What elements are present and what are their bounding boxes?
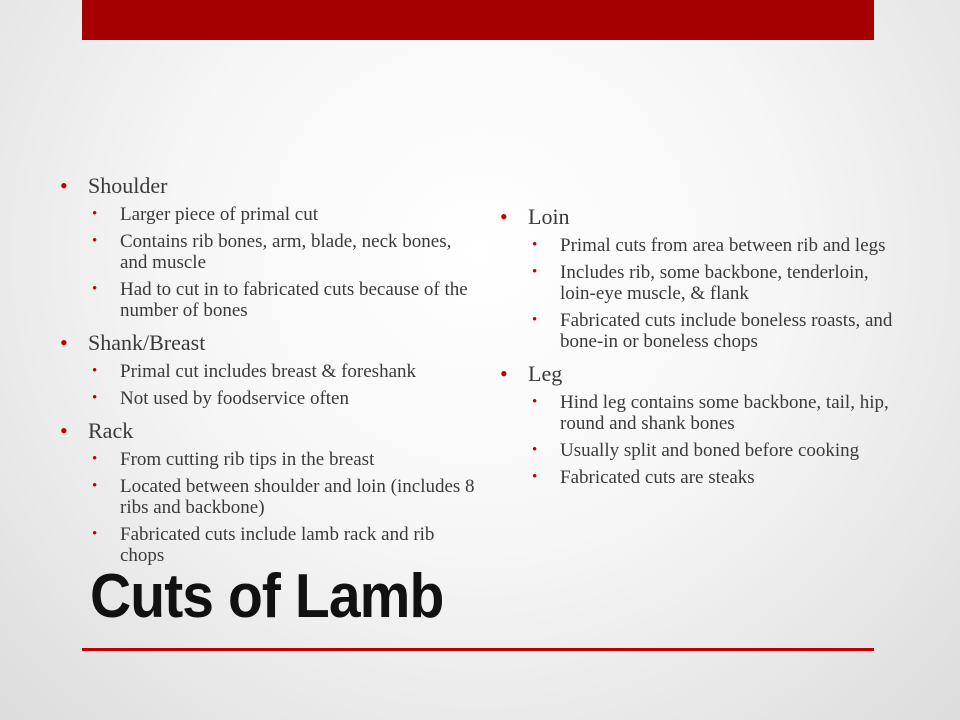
sub-bullet-text: • Fabricated cuts include boneless roasts, and bone-in or boneless chops [560, 310, 893, 352]
sub-bullet-text: • Larger piece of primal cut [120, 204, 318, 225]
bullet-rack [56, 417, 476, 566]
sub-bullet [88, 476, 476, 518]
sub-bullet-text: • Not used by foodservice often [120, 388, 349, 409]
bullet-loin [496, 203, 896, 352]
rack-subitems [88, 449, 476, 566]
heading-loin: • Loin [528, 204, 570, 229]
sub-bullet-text: • From cutting rib tips in the breast [120, 449, 375, 470]
bottom-divider-line [82, 648, 874, 651]
sub-bullet [88, 449, 476, 470]
sub-bullet-text: • Contains rib bones, arm, blade, neck bones, and muscle [120, 231, 452, 273]
leg-subitems [528, 392, 896, 488]
sub-bullet [88, 279, 476, 321]
shoulder-subitems [88, 204, 476, 321]
bullet-leg [496, 360, 896, 488]
right-column [496, 203, 896, 496]
sub-bullet [88, 388, 476, 409]
sub-bullet-text: • Includes rib, some backbone, tenderloin, loin-eye muscle, & flank [560, 262, 869, 304]
sub-bullet-text: • Had to cut in to fabricated cuts because of the number of bones [120, 279, 468, 321]
heading-shoulder: • Shoulder [88, 173, 168, 198]
right-bullet-list [496, 203, 896, 488]
left-column [56, 172, 476, 574]
top-accent-bar [82, 0, 874, 40]
sub-bullet [528, 235, 896, 256]
sub-bullet-text: • Located between shoulder and loin (includes 8 ribs and backbone) [120, 476, 475, 518]
sub-bullet [88, 361, 476, 382]
heading-leg: • Leg [528, 361, 563, 386]
sub-bullet-text: • Hind leg contains some backbone, tail, hip, round and shank bones [560, 392, 889, 434]
heading-shank-breast: • Shank/Breast [88, 330, 206, 355]
sub-bullet [528, 262, 896, 304]
sub-bullet [88, 231, 476, 273]
sub-bullet-text: • Primal cut includes breast & foreshank [120, 361, 417, 382]
sub-bullet [88, 204, 476, 225]
sub-bullet [528, 392, 896, 434]
bullet-shank-breast [56, 329, 476, 409]
left-bullet-list [56, 172, 476, 566]
sub-bullet [88, 524, 476, 566]
sub-bullet-text: • Fabricated cuts include lamb rack and rib chops [120, 524, 435, 566]
bullet-shoulder [56, 172, 476, 321]
sub-bullet-text: • Usually split and boned before cooking [560, 440, 860, 461]
slide-title: Cuts of Lamb [90, 562, 444, 631]
sub-bullet-text: • Fabricated cuts are steaks [560, 467, 755, 488]
sub-bullet [528, 440, 896, 461]
sub-bullet [528, 310, 896, 352]
loin-subitems [528, 235, 896, 352]
heading-rack: • Rack [88, 418, 134, 443]
sub-bullet-text: • Primal cuts from area between rib and legs [560, 235, 886, 256]
sub-bullet [528, 467, 896, 488]
shank-breast-subitems [88, 361, 476, 409]
